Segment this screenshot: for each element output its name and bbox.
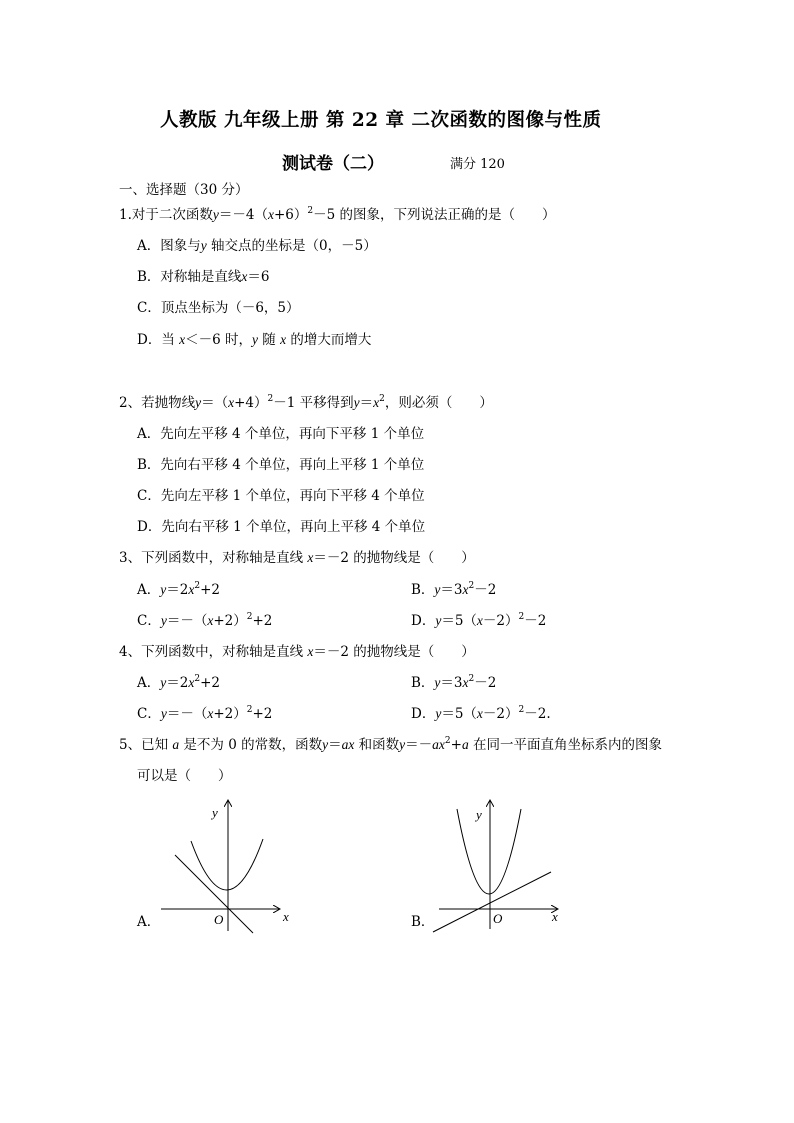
figure-a-x-label: x: [283, 909, 289, 924]
question-4-option-a: A．$y=2x^2+2$: [137, 674, 220, 691]
question-3-option-d: D．$y=5(x-2)^2-2$: [411, 612, 547, 629]
question-4-option-d: D．$y=5(x-2)^2-2$.: [411, 705, 551, 722]
question-1-option-d: D．当 x＜－6 时，y 随 x 的增大而增大: [137, 332, 372, 348]
figure-b-origin-label: O: [493, 911, 503, 926]
figure-b-line: [433, 872, 551, 932]
section-heading: 一、选择题（30 分）: [119, 182, 249, 198]
question-2-option-b: B．先向右平移 4 个单位，再向上平移 1 个单位: [137, 457, 425, 473]
figure-a-origin-label: O: [214, 912, 224, 927]
question-2-option-d: D．先向右平移 1 个单位，再向上平移 4 个单位: [137, 519, 426, 535]
full-score-label: 满分 120: [450, 157, 505, 172]
page-title: 人教版 九年级上册 第 22 章 二次函数的图像与性质: [160, 110, 602, 131]
figure-b-x-label: x: [552, 909, 558, 924]
question-3-option-c: C．$y=-(x+2)^2+2$: [137, 612, 273, 629]
figure-a-label: A．: [137, 914, 161, 930]
question-3-stem: 3、下列函数中，对称轴是直线 x＝－2 的抛物线是（ ）: [119, 550, 475, 566]
figure-b-parabola: [457, 809, 521, 894]
figure-b-label: B．: [411, 914, 435, 930]
question-2-option-c: C．先向左平移 1 个单位，再向下平移 4 个单位: [137, 488, 425, 504]
figure-b-y-label: y: [476, 807, 482, 822]
question-5-stem: 5、已知 a 是不为 0 的常数，函数y＝ax 和函数$y=-ax^2+a$ 在同一平面直角坐标系内的图象: [119, 736, 662, 753]
question-2-option-a: A．先向左平移 4 个单位，再向下平移 1 个单位: [137, 426, 425, 442]
question-1-option-c: C．顶点坐标为（－6，5）: [137, 300, 300, 316]
page-subtitle: 测试卷（二）: [282, 154, 384, 174]
question-3-option-a: A．$y=2x^2+2$: [137, 581, 220, 598]
figure-b-graph: [425, 793, 570, 933]
question-4-option-b: B．$y=3x^2-2$: [411, 674, 497, 691]
figure-a-graph: [155, 795, 300, 935]
question-1-stem: 1.对于二次函数$y=-4(x+6)^2-5$ 的图象，下列说法正确的是（ ）: [119, 206, 556, 223]
question-4-option-c: C．$y=-(x+2)^2+2$: [137, 705, 273, 722]
question-2-stem: 2、若抛物线$y=(x+4)^2-1$ 平移得到$y=x^2$，则必须（ ）: [119, 394, 493, 411]
question-1-option-b: B．对称轴是直线x＝6: [137, 269, 270, 285]
question-5-stem-continued: 可以是（ ）: [137, 768, 232, 784]
question-1-option-a: A．图象与y 轴交点的坐标是（0，－5）: [137, 238, 377, 254]
question-3-option-b: B．$y=3x^2-2$: [411, 581, 497, 598]
figure-a-y-label: y: [212, 805, 218, 820]
question-4-stem: 4、下列函数中，对称轴是直线 x＝－2 的抛物线是（ ）: [119, 644, 475, 660]
